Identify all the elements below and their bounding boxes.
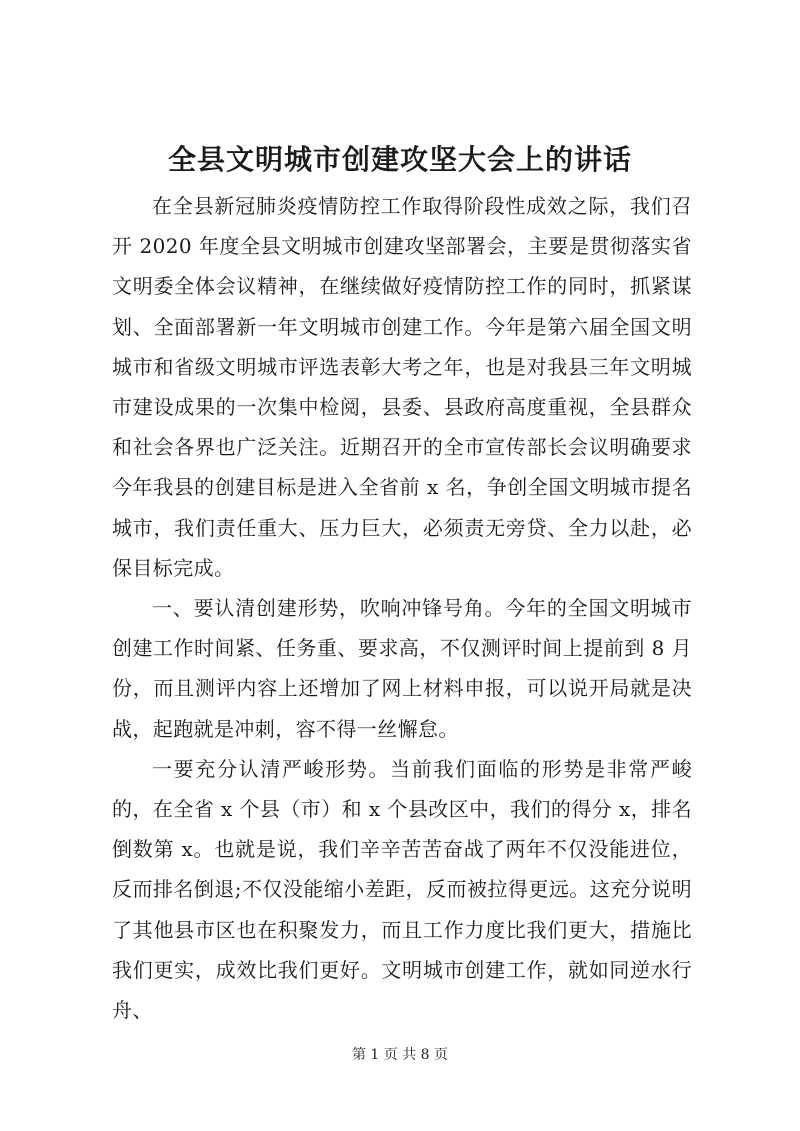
paragraph-intro: 在全县新冠肺炎疫情防控工作取得阶段性成效之际，我们召开 2020 年度全县文明城市创建攻坚部署会，主要是贯彻落实省文明委全体会议精神，在继续做好疫情防控工作的同时，抓紧谋划、全面部署新一年文明城市创建工作。今年是第六届全国文明城市和省级文明城市评选表彰大考之年，也是对我县三年文明城市建设成果的一次集中检阅，县委、县政府高度重视，全县群众和社会各界也广泛关注。近期召开的全市宣传部长会议明确要求今年我县的创建目标是进入全省前 x 名，争创全国文明城市提名城市，我们责任重大、压力巨大，必须责无旁贷、全力以赴，必保目标完成。: [112, 194, 692, 580]
page-number-footer: 第 1 页 共 8 页: [351, 1047, 449, 1063]
document-title: 全县文明城市创建攻坚大会上的讲话: [167, 143, 632, 176]
document-body: [112, 186, 692, 1030]
paragraph-situation: 一要充分认清严峻形势。当前我们面临的形势是非常严峻的，在全省 x 个县（市）和 x 个县改区中，我们的得分 x，排名倒数第 x。也就是说，我们辛辛苦苦奋战了两年不仅没能进位，反而排名倒退;不仅没能缩小差距，反而被拉得更远。这充分说明了其他县市区也在积聚发力，而且工作力度比我们更大，措施比我们更实，成效比我们更好。文明城市创建工作，就如同逆水行舟、: [112, 756, 692, 1023]
paragraph-section-one: 一、要认清创建形势，吹响冲锋号角。今年的全国文明城市创建工作时间紧、任务重、要求高，不仅测评时间上提前到 8 月份，而且测评内容上还增加了网上材料申报，可以说开局就是决战，起跑就是冲刺，容不得一丝懈怠。: [112, 596, 692, 741]
